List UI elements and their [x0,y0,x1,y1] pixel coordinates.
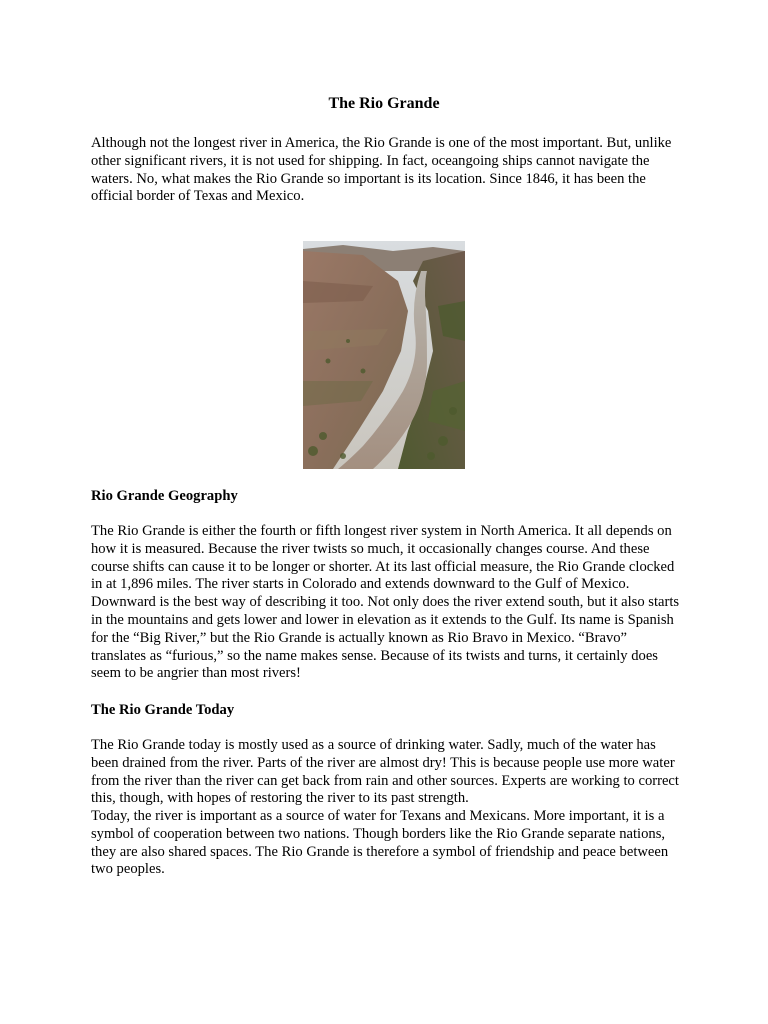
rio-grande-canyon-photo [303,241,465,469]
today-paragraph-2: Today, the river is important as a source of water for Texans and Mexicans. More important, it is a symbol of cooperation between two nations. Though borders like the Rio Grande separate nations, they are also shared spaces. The Rio Grande is therefore a symbol of friendship and peace between two peoples. [91,808,669,878]
section-heading-geography: Rio Grande Geography [91,488,238,504]
intro-paragraph: Although not the longest river in America, the Rio Grande is one of the most important. But, unlike other significant rivers, it is not used for shipping. In fact, oceangoing ships cannot navigate the waters. No, what makes the Rio Grande so important is its location. Since 1846, it has been the official border of Texas and Mexico. [91,135,672,205]
page-title: The Rio Grande [328,95,440,112]
section-heading-today: The Rio Grande Today [91,702,235,718]
geography-paragraph: The Rio Grande is either the fourth or fifth longest river system in North America. It all depends on how it is measured. Because the river twists so much, it occasionally changes course. And these course shifts can cause it to be longer or shorter. At its last official measure, the Rio Grande clocked in at 1,896 miles. The river starts in Colorado and extends downward to the Gulf of Mexico. Downward is the best way of describing it too. Not only does the river extend south, but it also starts in the mountains and gets lower and lower in elevation as it extends to the Gulf. Its name is Spanish for the “Big River,” but the Rio Grande is actually known as Rio Bravo in Mexico. “Bravo” translates as “furious,” so the name makes sense. Because of its twists and turns, it certainly does seem to be angrier than most rivers! [91,523,680,682]
today-paragraph-1: The Rio Grande today is mostly used as a source of drinking water. Sadly, much of the water has been drained from the river. Parts of the river are almost dry! This is because people use more water from the river than the river can get back from rain and other sources. Experts are working to correct this, though, with hopes of restoring the river to its past strength. [91,737,679,807]
